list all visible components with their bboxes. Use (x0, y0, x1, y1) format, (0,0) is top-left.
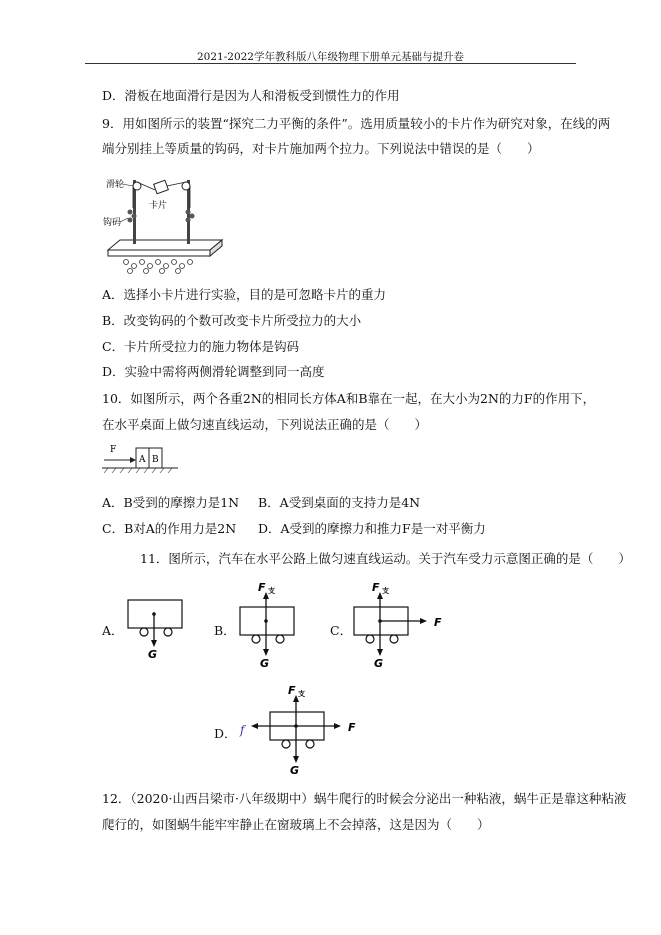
header-rule (85, 63, 576, 64)
q8-option-d: D．滑板在地面滑行是因为人和滑板受到惯性力的作用 (102, 88, 400, 103)
q11-diagram-d (232, 680, 364, 776)
q9-option-d: D．实验中需将两侧滑轮调整到同一高度 (102, 364, 325, 379)
q11-label-a: A． (102, 623, 124, 638)
q10-option-c: C．B对A的作用力是2N (102, 521, 237, 536)
label-card: 卡片 (149, 201, 168, 211)
support-sub-b: 支 (268, 587, 275, 595)
gravity-label-d: G (290, 764, 300, 776)
gravity-label-b: G (260, 657, 270, 669)
force-label: F (110, 445, 117, 455)
card-shape (154, 180, 169, 194)
block-a-label: A (139, 455, 146, 465)
q10-option-d: D．A受到的摩擦力和推力F是一对平衡力 (258, 521, 486, 536)
q11-label-c: C． (330, 623, 353, 638)
q10-stem-line1: 10．如图所示，两个各重2N的相同长方体A和B靠在一起，在大小为2N的力F的作用下， (102, 391, 596, 406)
gravity-label-c: G (374, 657, 384, 669)
q11-diagram-b (232, 577, 302, 669)
q11-diagram-a (122, 592, 192, 662)
support-sub-c: 支 (382, 587, 389, 595)
q10-option-b: B．A受到桌面的支持力是4N (258, 495, 421, 510)
q12-stem-line2: 爬行的，如图蜗牛能牢牢静止在窗玻璃上不会掉落，这是因为（ ） (102, 817, 490, 832)
label-weights: 钩码 (103, 218, 122, 228)
gravity-label-a: G (148, 648, 158, 661)
support-label-c: F (372, 581, 380, 594)
q9-stem-line1: 9．用如图所示的装置“探究二力平衡的条件”。选用质量较小的卡片作为研究对象，在线的两 (102, 116, 611, 131)
support-label-d: F (288, 684, 296, 697)
q11-label-d: D． (214, 726, 237, 741)
q9-option-a: A．选择小卡片进行实验，目的是可忽略卡片的重力 (102, 287, 387, 302)
q10-figure (100, 440, 180, 474)
q10-option-a: A．B受到的摩擦力是1N (102, 495, 240, 510)
page-header: 2021-2022学年教科版八年级物理下册单元基础与提升卷 (197, 51, 464, 63)
q9-figure (100, 168, 230, 280)
q11-label-b: B． (214, 623, 236, 638)
q9-stem-line2: 端分别挂上等质量的钩码，对卡片施加两个拉力。下列说法中错误的是（ ） (102, 141, 540, 156)
q11-stem: 11．图所示，汽车在水平公路上做匀速直线运动。关于汽车受力示意图正确的是（ ） (140, 551, 631, 566)
support-sub-d: 支 (298, 690, 305, 698)
q12-stem-line1: 12．（2020·山西吕梁市·八年级期中）蜗牛爬行的时候会分泌出一种粘液，蜗牛正是靠这种粘液 (102, 791, 627, 806)
force-label-c: F (434, 616, 442, 629)
support-label-b: F (258, 581, 266, 594)
block-b-label: B (152, 455, 159, 465)
q9-option-c: C．卡片所受拉力的施力物体是钩码 (102, 339, 300, 354)
friction-label-d: f (240, 723, 245, 737)
q10-stem-line2: 在水平桌面上做匀速直线运动，下列说法正确的是（ ） (102, 417, 428, 432)
force-label-d: F (348, 721, 356, 734)
q11-diagram-c (346, 577, 454, 669)
q9-option-b: B．改变钩码的个数可改变卡片所受拉力的大小 (102, 313, 362, 328)
label-pulley: 滑轮 (106, 180, 125, 190)
